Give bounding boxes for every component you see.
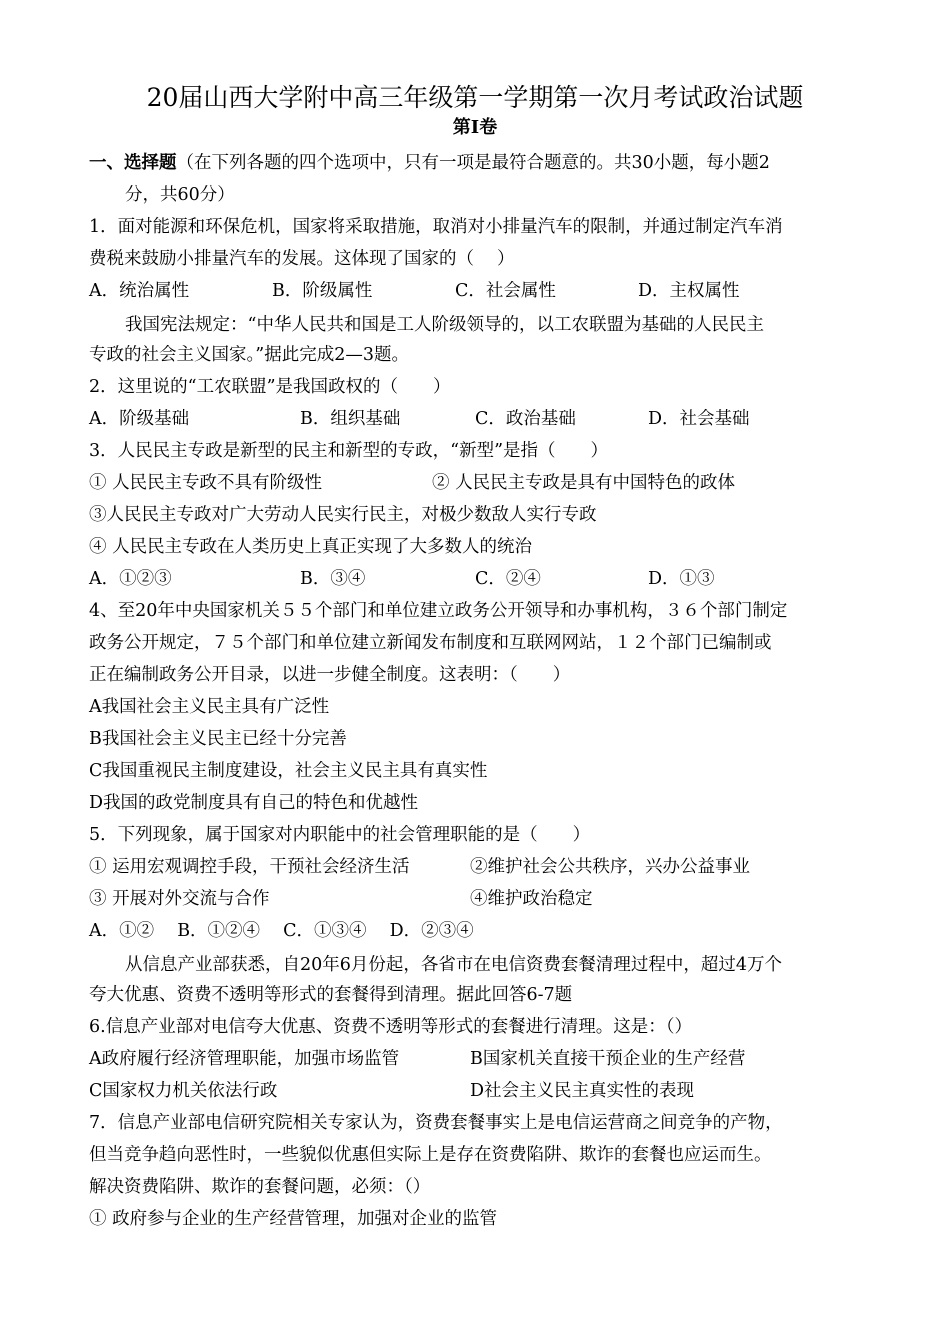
question-3-option-b: B．③④ <box>300 569 366 589</box>
question-3-item-4: ④ 人民民主专政在人类历史上真正实现了大多数人的统治 <box>89 537 533 557</box>
question-3-option-d: D．①③ <box>648 569 715 589</box>
question-3-option-a: A．①②③ <box>89 569 172 589</box>
question-7-stem-cont-2: 解决资费陷阱、欺诈的套餐问题，必须：（） <box>89 1177 431 1197</box>
question-2-option-b: B．组织基础 <box>300 409 401 429</box>
question-2-option-a: A．阶级基础 <box>89 409 190 429</box>
question-1-option-a: A．统治属性 <box>89 281 190 301</box>
question-3-option-c: C．②④ <box>475 569 541 589</box>
question-1-option-c: C．社会属性 <box>455 281 556 301</box>
question-6-option-a: A政府履行经济管理职能，加强市场监管 <box>89 1049 400 1069</box>
question-3-item-1: ① 人民民主专政不具有阶级性 <box>89 473 323 493</box>
question-2-option-d: D．社会基础 <box>648 409 750 429</box>
question-4-option-d: D我国的政党制度具有自己的特色和优越性 <box>89 793 419 813</box>
passage-1: 我国宪法规定：“中华人民共和国是工人阶级领导的，以工农联盟为基础的人民民主 <box>125 315 764 335</box>
question-1-option-b: B．阶级属性 <box>272 281 373 301</box>
question-3-stem: 3．人民民主专政是新型的民主和新型的专政，“新型”是指（ ） <box>89 441 609 461</box>
question-3-item-2: ② 人民民主专政是具有中国特色的政体 <box>432 473 736 493</box>
question-5-item-2: ②维护社会公共秩序，兴办公益事业 <box>470 857 750 877</box>
question-4-stem: 4、至20年中央国家机关５５个部门和单位建立政务公开领导和办事机构，３６个部门制定 <box>89 601 788 621</box>
passage-2-cont: 夸大优惠、资费不透明等形式的套餐得到清理。据此回答6-7题 <box>89 985 573 1005</box>
question-7-stem-cont: 但当竞争趋向恶性时，一些貌似优惠但实际上是存在资费陷阱、欺诈的套餐也应运而生。 <box>89 1145 772 1165</box>
question-4-option-a: A我国社会主义民主具有广泛性 <box>89 697 330 717</box>
question-4-option-b: B我国社会主义民主已经十分完善 <box>89 729 347 749</box>
question-3-item-3: ③人民民主专政对广大劳动人民实行民主，对极少数敌人实行专政 <box>89 505 597 525</box>
question-6-option-b: B国家机关直接干预企业的生产经营 <box>470 1049 746 1069</box>
question-7-stem: 7．信息产业部电信研究院相关专家认为，资费套餐事实上是电信运营商之间竞争的产物， <box>89 1113 783 1133</box>
question-5-stem: 5．下列现象，属于国家对内职能中的社会管理职能的是（ ） <box>89 825 591 845</box>
page-title: 20届山西大学附中高三年级第一学期第一次月考试政治试题 <box>146 83 804 112</box>
question-5-item-3: ③ 开展对外交流与合作 <box>89 889 270 909</box>
question-1-stem-cont: 费税来鼓励小排量汽车的发展。这体现了国家的（ ） <box>89 249 515 269</box>
section-instructions <box>89 150 770 176</box>
section-note: （在下列各题的四个选项中，只有一项是最符合题意的。共30小题，每小题2 <box>176 153 770 173</box>
question-6-stem: 6.信息产业部对电信夸大优惠、资费不透明等形式的套餐进行清理。这是：（） <box>89 1017 692 1037</box>
passage-2: 从信息产业部获悉，自20年6月份起，各省市在电信资费套餐清理过程中，超过4万个 <box>125 955 783 975</box>
question-6-option-d: D社会主义民主真实性的表现 <box>470 1081 695 1101</box>
section-note-cont: 分，共60分） <box>125 185 235 205</box>
question-4-option-c: C我国重视民主制度建设，社会主义民主具有真实性 <box>89 761 488 781</box>
question-1-option-d: D．主权属性 <box>638 281 740 301</box>
question-6-option-c: C国家权力机关依法行政 <box>89 1081 278 1101</box>
question-5-options: A．①② B．①②④ C．①③④ D．②③④ <box>89 921 474 941</box>
question-2-option-c: C．政治基础 <box>475 409 576 429</box>
question-1-stem: 1．面对能源和环保危机，国家将采取措施，取消对小排量汽车的限制，并通过制定汽车消 <box>89 217 783 237</box>
question-4-stem-cont: 政务公开规定，７５个部门和单位建立新闻发布制度和互联网网站，１２个部门已编制或 <box>89 633 772 653</box>
question-7-item-1: ① 政府参与企业的生产经营管理，加强对企业的监管 <box>89 1209 498 1229</box>
passage-1-cont: 专政的社会主义国家。”据此完成2—3题。 <box>89 345 409 365</box>
volume-subtitle: 第Ⅰ卷 <box>452 117 498 138</box>
question-5-item-1: ① 运用宏观调控手段，干预社会经济生活 <box>89 857 410 877</box>
question-4-stem-cont-2: 正在编制政务公开目录，以进一步健全制度。这表明：（ ） <box>89 665 571 685</box>
question-5-item-4: ④维护政治稳定 <box>470 889 593 909</box>
question-2-stem: 2．这里说的“工农联盟”是我国政权的（ ） <box>89 377 451 397</box>
section-heading: 一、选择题 <box>89 153 177 173</box>
